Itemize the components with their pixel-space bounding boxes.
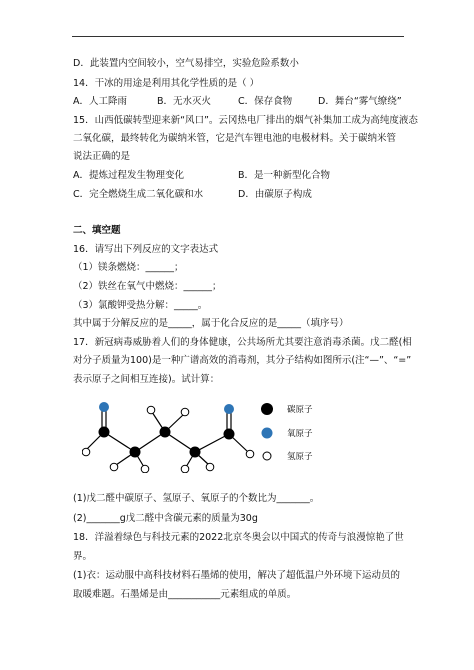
hydrogen-atom: [246, 450, 254, 458]
q18-sub-1-line-2: 取暖难题。石墨烯是由___________元素组成的单质。: [73, 589, 297, 600]
q15-option-c: C．完全燃烧生成二氧化碳和水: [73, 189, 204, 200]
q16-stem: 16．请写出下列反应的文字表达式: [73, 244, 219, 255]
hydrogen-atom: [110, 463, 118, 471]
legend-carbon-label: 碳原子: [287, 405, 313, 415]
q14-option-c: C．保存食物: [238, 96, 293, 107]
hydrogen-atom: [82, 448, 90, 456]
hydrogen-atom: [181, 465, 189, 473]
q16-tail: 其中属于分解反应的是_____，属于化合反应的是_____（填序号）: [73, 318, 349, 329]
carbon-atom: [99, 427, 110, 438]
q18-stem-line-2: 界。: [73, 551, 93, 562]
legend-hydrogen-label: 氢原子: [287, 452, 313, 462]
q16-item-2: （2）铁丝在氧气中燃烧：______；: [73, 281, 222, 292]
carbon-atom: [190, 447, 201, 458]
q15-stem-line-1: 15．山西低碳转型迎来新“风口”。云冈热电厂排出的烟气补集加工成为高纯度液态: [73, 115, 418, 126]
q18-sub-1-line-1: (1)衣：运动服中高科技材料石墨烯的使用，解决了超低温户外环境下运动员的: [73, 570, 400, 581]
hydrogen-atom: [141, 465, 149, 473]
hydrogen-atom: [206, 463, 214, 471]
oxygen-atom: [99, 402, 109, 412]
oxygen-atom: [224, 404, 234, 414]
q13-option-d: D．此装置内空间较小，空气易排空，实验危险系数小: [73, 58, 299, 69]
legend-oxygen-swatch: [262, 428, 273, 439]
carbon-atom: [224, 429, 235, 440]
q16-item-3: （3）氯酸钾受热分解：_____。: [73, 300, 208, 311]
q14-option-d: D．舞台“雾气缭绕”: [318, 96, 402, 107]
q17-stem-line-3: 表示原子之间相互连接)。试计算：: [73, 374, 220, 385]
q16-item-1: （1）镁条燃烧：______；: [73, 262, 184, 273]
legend-hydrogen-swatch: [263, 452, 271, 460]
section-title: 二、填空题: [73, 225, 121, 236]
hydrogen-atom: [181, 408, 189, 416]
q17-stem-line-2: 对分子质量为100)是一种广谱高效的消毒剂，其分子结构如图所示(注“—”、“=”: [73, 355, 412, 366]
q15-stem-line-3: 说法正确的是: [73, 151, 131, 162]
q15-stem-line-2: 二氧化碳，最终转化为碳纳米管，它是汽车锂电池的电极材料。关于碳纳米管: [73, 133, 397, 144]
q14-option-a: A．人工降雨: [73, 96, 127, 107]
legend: [261, 403, 313, 462]
q18-stem-line-1: 18．洋溢着绿色与科技元素的2022北京冬奥会以中国式的传奇与浪漫惊艳了世: [73, 532, 404, 543]
q17-sub-1: (1)戊二醛中碳原子、氢原子、氧原子的个数比为_______。: [73, 493, 320, 504]
legend-carbon-swatch: [261, 403, 273, 415]
bonds: [86, 410, 248, 467]
legend-oxygen-label: 氧原子: [287, 429, 313, 439]
carbon-atom: [160, 427, 171, 438]
q15-option-a: A．提炼过程发生物理变化: [73, 170, 184, 181]
glutaraldehyde-structure-diagram: [82, 393, 402, 473]
q14-stem: 14．干冰的用途是利用其化学性质的是（ ）: [73, 78, 260, 89]
q15-option-b: B．是一种新型化合物: [238, 170, 331, 181]
carbon-atom: [130, 447, 141, 458]
q14-option-b: B．无水灭火: [157, 96, 212, 107]
q17-sub-2: (2)_______g戊二醛中含碳元素的质量为30g: [73, 513, 258, 524]
q15-option-d: D．由碳原子构成: [238, 189, 312, 200]
top-rule: [72, 36, 404, 37]
hydrogen-atom: [147, 406, 155, 414]
q17-stem-line-1: 17．新冠病毒威胁着人们的身体健康，公共场所尤其要注意消毒杀菌。戊二醛(相: [73, 337, 412, 348]
